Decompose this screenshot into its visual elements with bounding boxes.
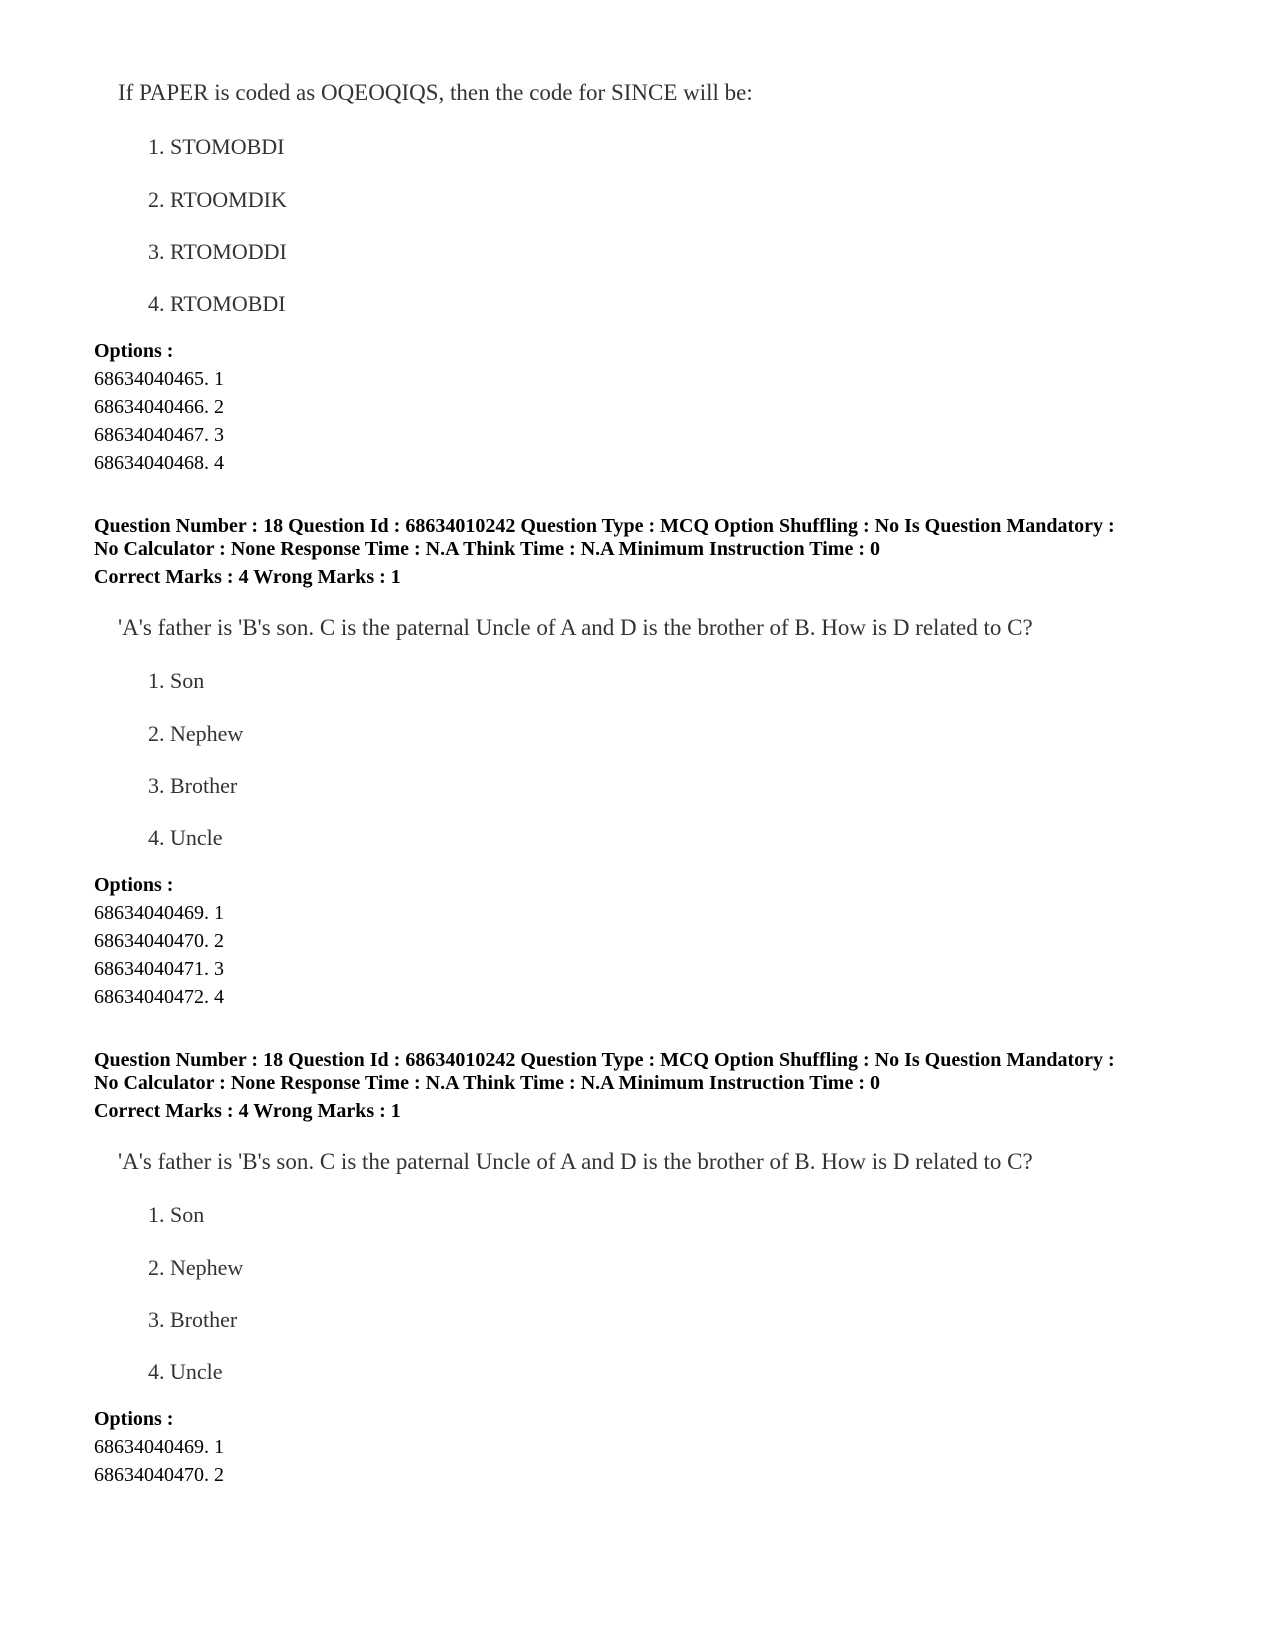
answer-choice: 2. Nephew xyxy=(148,1255,244,1280)
answer-choice: 1. Son xyxy=(148,668,205,693)
marks-line: Correct Marks : 4 Wrong Marks : 1 xyxy=(94,1100,401,1122)
option-id: 68634040469. 1 xyxy=(94,902,224,924)
option-id: 68634040465. 1 xyxy=(94,368,224,390)
answer-choice: 1. STOMOBDI xyxy=(148,134,285,159)
answer-choice: 2. RTOOMDIK xyxy=(148,187,287,212)
option-id: 68634040468. 4 xyxy=(94,452,224,474)
answer-choice: 4. Uncle xyxy=(148,1359,223,1384)
options-label: Options : xyxy=(94,874,174,896)
marks-line: Correct Marks : 4 Wrong Marks : 1 xyxy=(94,566,401,588)
question-text: 'A's father is 'B's son. C is the paternal Uncle of A and D is the brother of B. How is D related to C? xyxy=(118,1149,1033,1174)
answer-choice: 3. RTOMODDI xyxy=(148,239,287,264)
options-label: Options : xyxy=(94,1408,174,1430)
option-id: 68634040471. 3 xyxy=(94,958,224,980)
question-meta-line: Question Number : 18 Question Id : 68634010242 Question Type : MCQ Option Shuffling : No Is Question Mandatory : xyxy=(94,1049,1115,1071)
answer-choice: 3. Brother xyxy=(148,773,238,798)
question-meta-line: No Calculator : None Response Time : N.A Think Time : N.A Minimum Instruction Time : 0 xyxy=(94,1072,880,1094)
options-label: Options : xyxy=(94,340,174,362)
answer-choice: 4. Uncle xyxy=(148,825,223,850)
answer-choice: 2. Nephew xyxy=(148,721,244,746)
question-meta-line: No Calculator : None Response Time : N.A Think Time : N.A Minimum Instruction Time : 0 xyxy=(94,538,880,560)
answer-choice: 4. RTOMOBDI xyxy=(148,291,286,316)
question-text: 'A's father is 'B's son. C is the paternal Uncle of A and D is the brother of B. How is D related to C? xyxy=(118,615,1033,640)
option-id: 68634040472. 4 xyxy=(94,986,224,1008)
option-id: 68634040469. 1 xyxy=(94,1436,224,1458)
question-text: If PAPER is coded as OQEOQIQS, then the code for SINCE will be: xyxy=(118,80,753,105)
question-meta-line: Question Number : 18 Question Id : 68634010242 Question Type : MCQ Option Shuffling : No Is Question Mandatory : xyxy=(94,515,1115,537)
answer-choice: 3. Brother xyxy=(148,1307,238,1332)
option-id: 68634040467. 3 xyxy=(94,424,224,446)
option-id: 68634040470. 2 xyxy=(94,930,224,952)
answer-choice: 1. Son xyxy=(148,1202,205,1227)
option-id: 68634040466. 2 xyxy=(94,396,224,418)
option-id: 68634040470. 2 xyxy=(94,1464,224,1486)
